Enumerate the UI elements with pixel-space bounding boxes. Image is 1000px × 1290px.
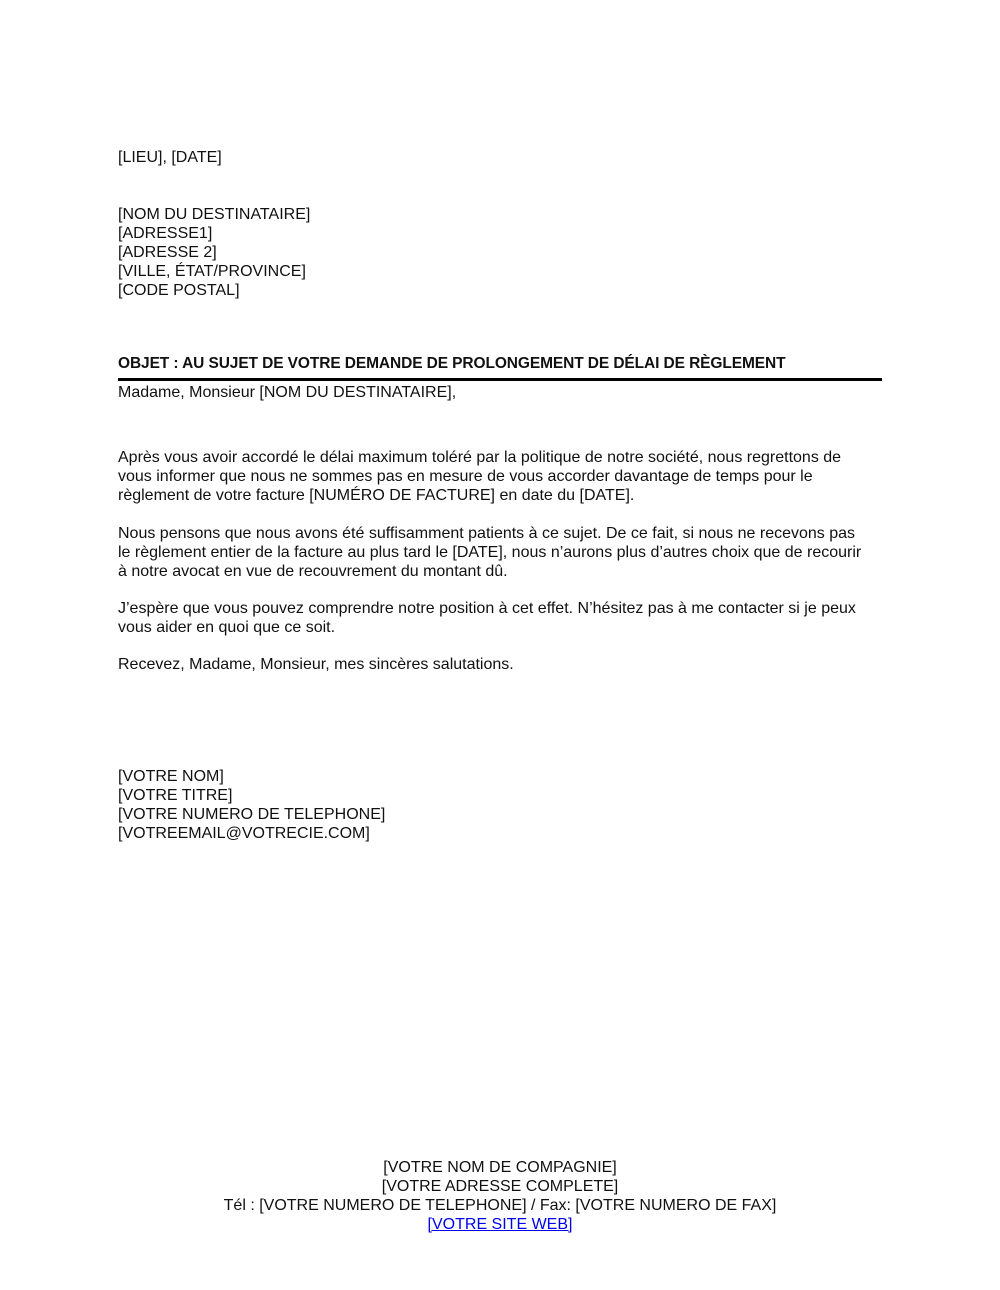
paragraph-line: Après vous avoir accordé le délai maximum toléré par la politique de notre société, nous regrettons de: [118, 449, 842, 466]
salutation: [118, 383, 888, 402]
paragraph-line: vous informer que nous ne sommes pas en mesure de vous accorder davantage de temps pour le: [118, 468, 813, 485]
recipient-address1: [ADRESSE1]: [118, 225, 213, 242]
subject-heading: [118, 354, 882, 373]
paragraph-line: à notre avocat en vue de recouvrement du montant dû.: [118, 563, 508, 580]
footer-company-name: [VOTRE NOM DE COMPAGNIE]: [383, 1159, 617, 1176]
signature-phone: [VOTRE NUMERO DE TELEPHONE]: [118, 806, 386, 823]
subject-text: OBJET : AU SUJET DE VOTRE DEMANDE DE PROLONGEMENT DE DÉLAI DE RÈGLEMENT: [118, 355, 786, 372]
paragraph-line: vous aider en quoi que ce soit.: [118, 619, 336, 636]
company-footer: [0, 1158, 1000, 1234]
footer-contact: Tél : [VOTRE NUMERO DE TELEPHONE] / Fax: [VOTRE NUMERO DE FAX]: [223, 1197, 777, 1214]
salutation-text: Madame, Monsieur [NOM DU DESTINATAIRE],: [118, 384, 457, 401]
recipient-postal-code: [CODE POSTAL]: [118, 282, 240, 299]
place-date: [118, 148, 888, 167]
body-paragraph-1: [118, 448, 888, 505]
paragraph-line: Nous pensons que nous avons été suffisamment patients à ce sujet. De ce fait, si nous ne recevons pas: [118, 525, 856, 542]
signature-email: [VOTREEMAIL@VOTRECIE.COM]: [118, 825, 370, 842]
recipient-address-block: [118, 205, 888, 300]
closing-line: Recevez, Madame, Monsieur, mes sincères salutations.: [118, 656, 514, 673]
paragraph-line: J’espère que vous pouvez comprendre notre position à cet effet. N’hésitez pas à me contacter si je peux: [118, 600, 856, 617]
signature-title: [VOTRE TITRE]: [118, 787, 233, 804]
footer-address: [VOTRE ADRESSE COMPLETE]: [381, 1178, 619, 1195]
body-paragraph-2: [118, 524, 888, 581]
subject-underline-rule: [118, 378, 882, 381]
recipient-name: [NOM DU DESTINATAIRE]: [118, 206, 311, 223]
body-paragraph-3: [118, 599, 888, 637]
footer-website-link[interactable]: [VOTRE SITE WEB]: [427, 1216, 573, 1233]
signature-block: [118, 767, 888, 843]
paragraph-line: le règlement entier de la facture au plus tard le [DATE], nous n’aurons plus d’autres choix que de recourir: [118, 544, 862, 561]
recipient-city-state: [VILLE, ÉTAT/PROVINCE]: [118, 263, 306, 280]
paragraph-line: règlement de votre facture [NUMÉRO DE FACTURE] en date du [DATE].: [118, 487, 635, 504]
signature-name: [VOTRE NOM]: [118, 768, 224, 785]
closing-paragraph: [118, 655, 888, 674]
recipient-address2: [ADRESSE 2]: [118, 244, 217, 261]
place-date-text: [LIEU], [DATE]: [118, 149, 222, 166]
